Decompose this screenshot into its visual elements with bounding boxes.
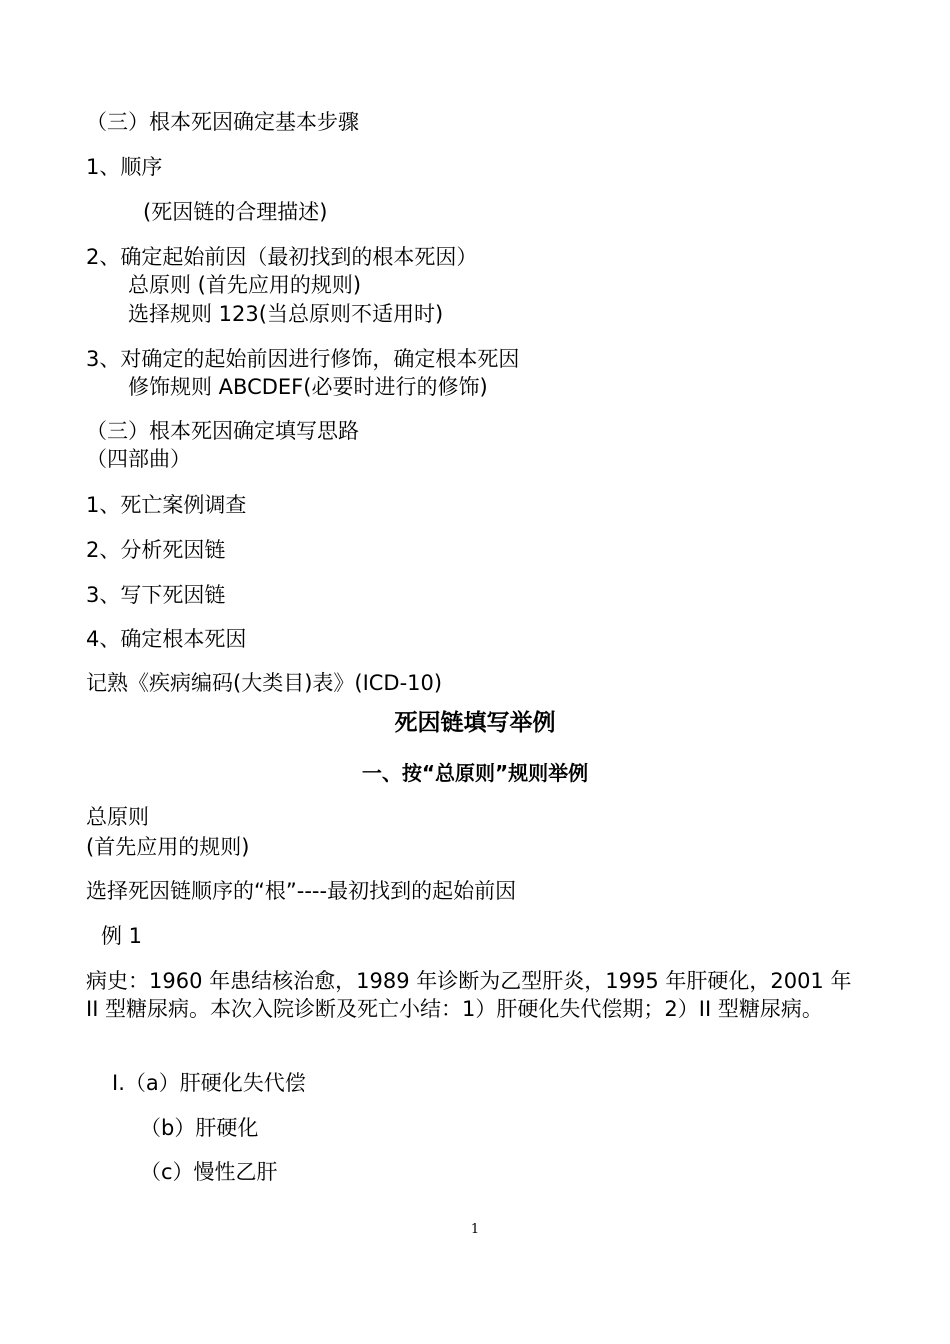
section-heading-approach: （三）根本死因确定填写思路	[86, 419, 359, 443]
step-3-rule: 修饰规则 ABCDEF(必要时进行的修饰)	[128, 375, 488, 399]
approach-4: 4、确定根本死因	[86, 627, 247, 651]
section-heading-approach-sub: （四部曲）	[86, 447, 191, 471]
step-2-rule-a: 总原则 (首先应用的规则)	[128, 273, 362, 297]
document-title: 死因链填写举例	[394, 710, 556, 736]
step-1: 1、顺序	[86, 155, 163, 179]
memo-line: 记熟《疾病编码(大类目)表》(ICD-10)	[86, 671, 443, 695]
cause-chain-b: （b）肝硬化	[140, 1116, 259, 1140]
general-rule-label: 总原则	[86, 805, 149, 829]
section-heading-steps: （三）根本死因确定基本步骤	[86, 110, 359, 134]
approach-2: 2、分析死因链	[86, 538, 226, 562]
step-3: 3、对确定的起始前因进行修饰，确定根本死因	[86, 347, 520, 371]
approach-3: 3、写下死因链	[86, 583, 226, 607]
cause-chain-c: （c）慢性乙肝	[140, 1160, 278, 1184]
step-2: 2、确定起始前因（最初找到的根本死因）	[86, 245, 478, 269]
general-rule-description: 选择死因链顺序的“根”----最初找到的起始前因	[86, 879, 517, 903]
case-history: 病史：1960 年患结核治愈，1989 年诊断为乙型肝炎，1995 年肝硬化，2001 年 II 型糖尿病。本次入院诊断及死亡小结：1）肝硬化失代偿期；2）II 型糖尿病。	[86, 969, 852, 1021]
document-subtitle: 一、按“总原则”规则举例	[361, 761, 589, 785]
cause-chain-a: I.（a）肝硬化失代偿	[112, 1071, 306, 1095]
general-rule-note: (首先应用的规则)	[86, 835, 250, 859]
page-number: 1	[470, 1222, 480, 1237]
approach-1: 1、死亡案例调查	[86, 493, 247, 517]
step-2-rule-b: 选择规则 123(当总原则不适用时)	[128, 302, 444, 326]
step-1-note: (死因链的合理描述)	[143, 200, 328, 224]
example-label: 例 1	[101, 924, 143, 948]
